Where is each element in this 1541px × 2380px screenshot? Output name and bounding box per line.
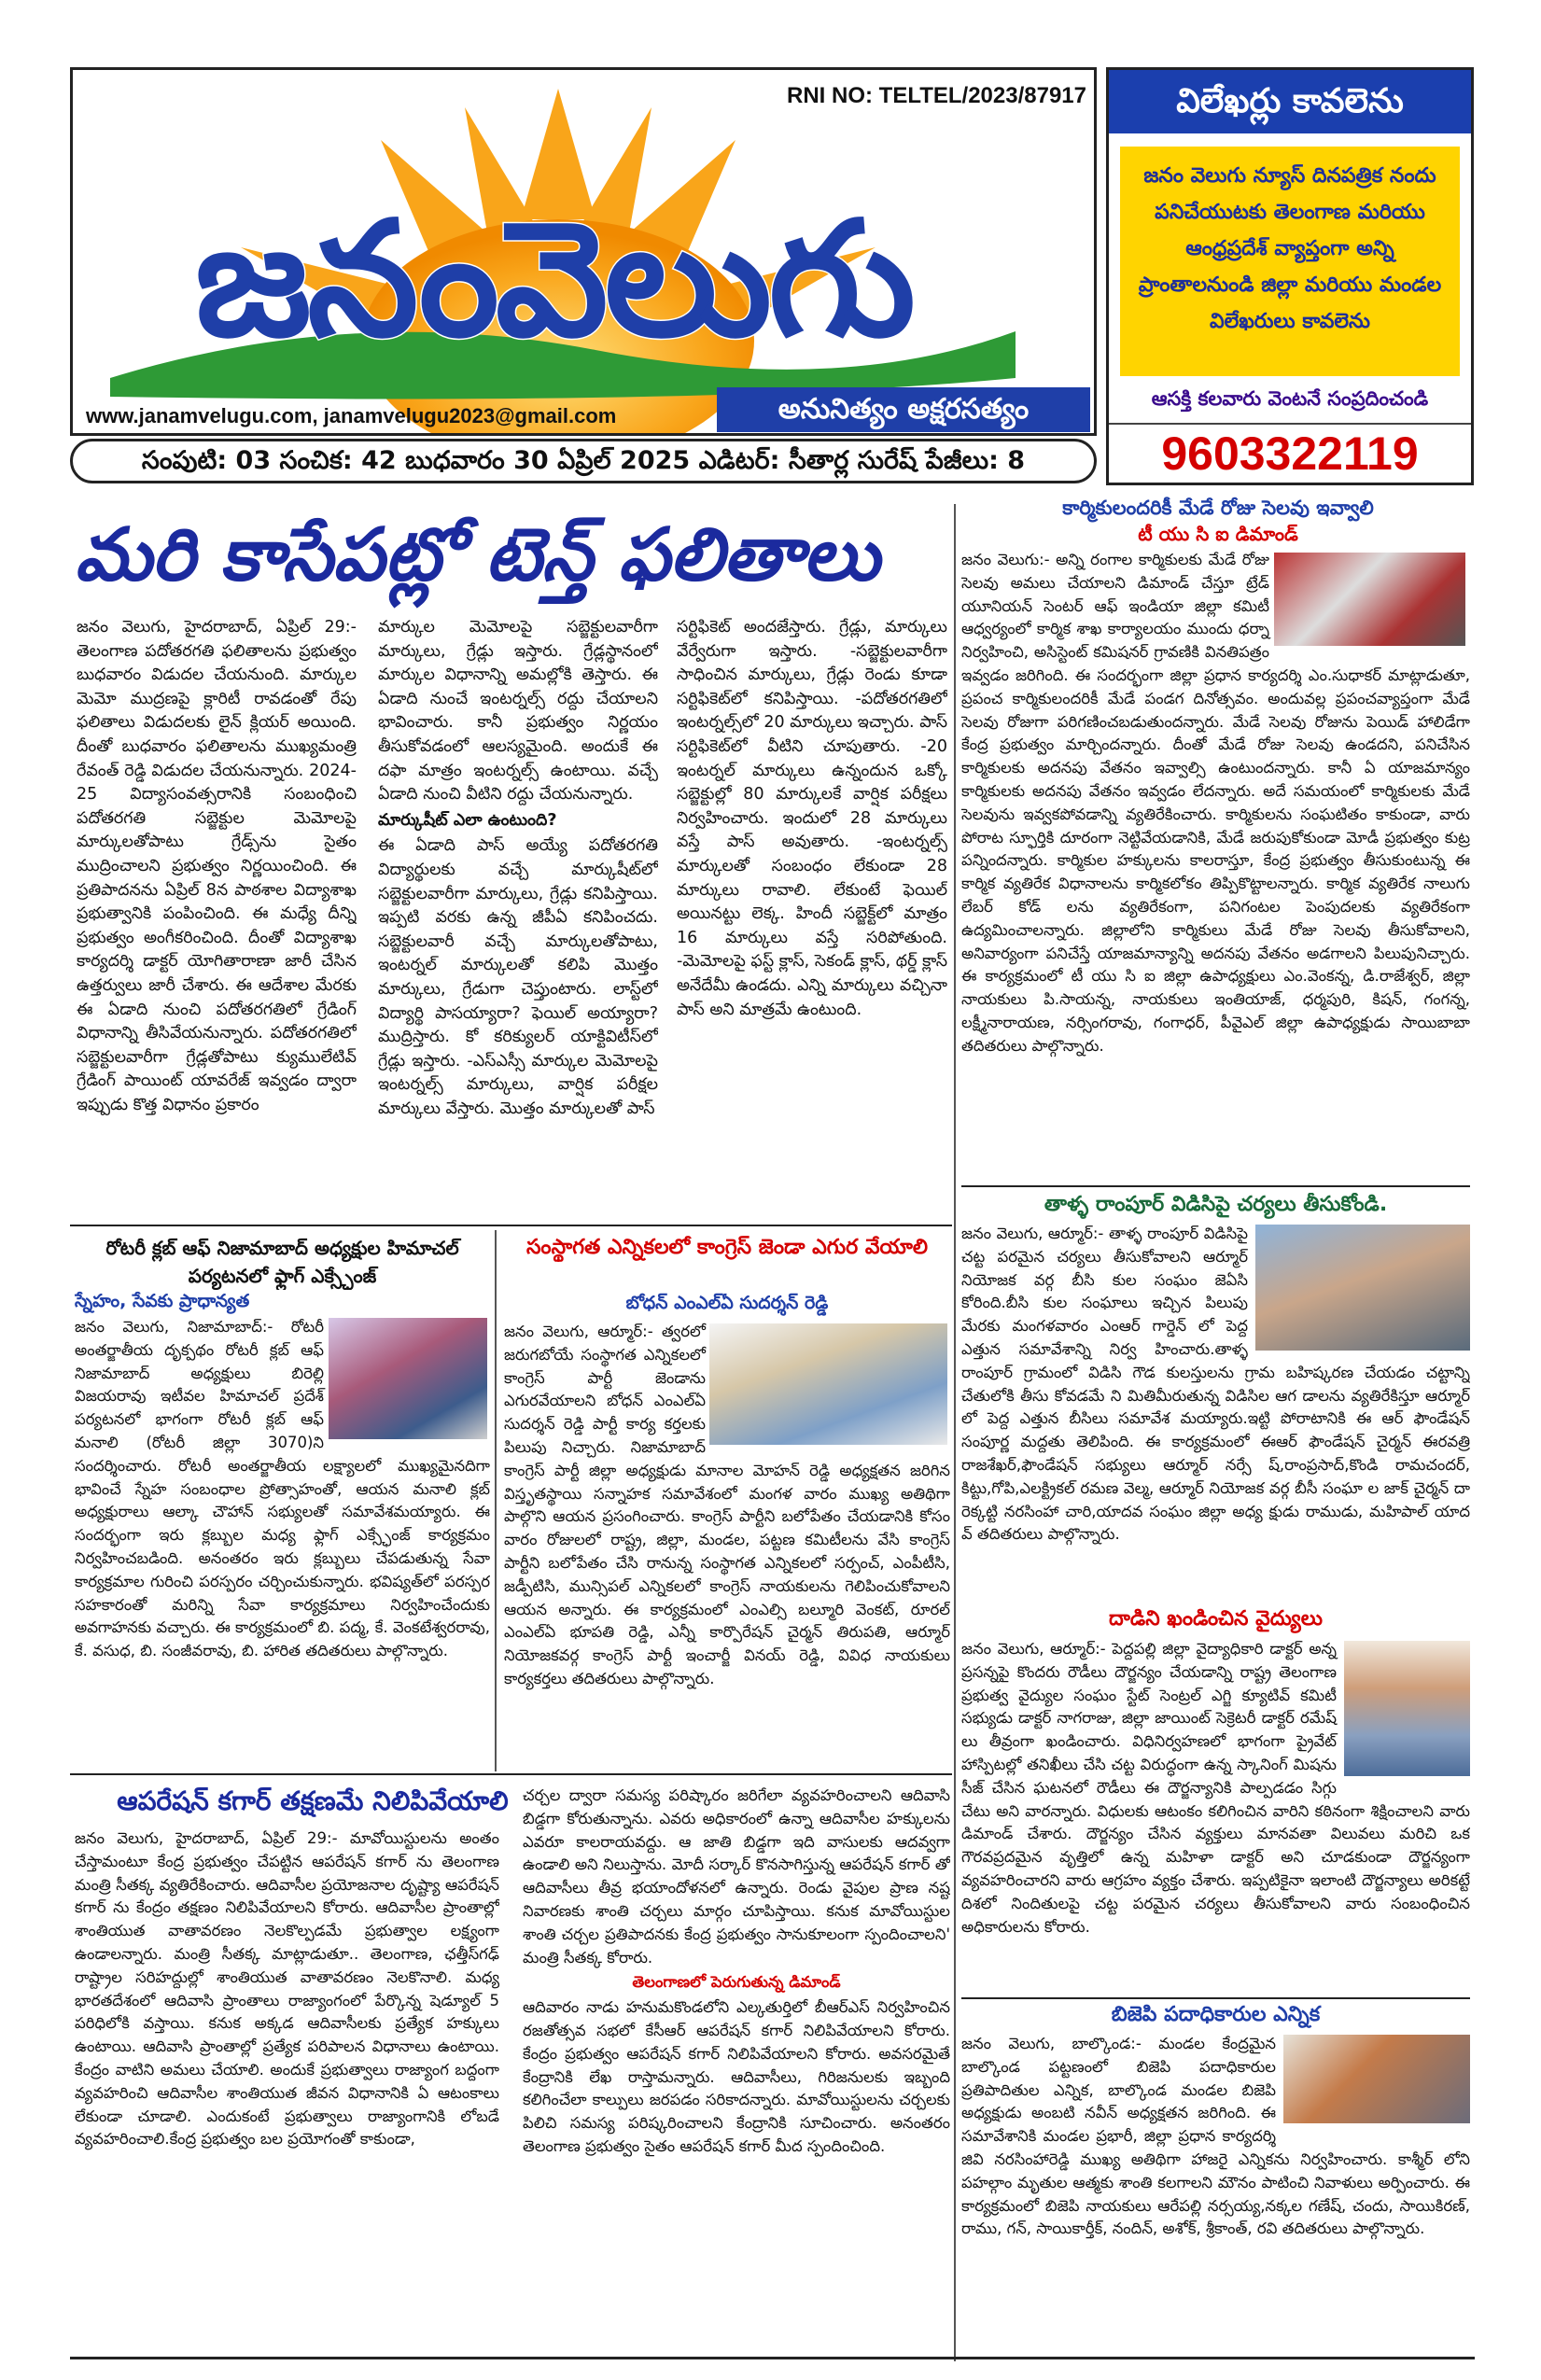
masthead-title: జనంవెలుగు [195,188,912,372]
mayday-photo-space [1269,549,1470,650]
divider [70,1225,952,1226]
mayday-headline: కార్మికులందరికీ మేడే రోజు సెలవు ఇవ్వాలి [1062,497,1374,519]
main-headline: మరి కాసేపట్లో టెన్త్ ఫలితాలు [75,513,880,597]
kagar-headline: ఆపరేషన్ కగార్ తక్షణమే నిలిపివేయాలి [117,1785,509,1816]
congress-photo-space [706,1321,950,1449]
tallarampur-body: జనం వెలుగు, ఆర్మూర్:- తాళ్ళ రాంపూర్ విడిసిపై చట్ట పరమైన చర్యలు తీసుకోవాలని ఆర్మూర్ నియోజక వర్గ బీసి కుల సంఘం జెఏసి కోరింది.బీసి కుల సంఘాలు ఇచ్చిన పిలుపు మేరకు మంగళవారం ఎంఆర్ గార్డెన్ లో పెద్ద ఎత్తున సమావేశాన్ని నిర్వ హించారు.తాళ్ళ రాంపూర్ గ్రామంలో విడిసి గౌడ కులస్తులను గ్రామ బహిష్కరణ చేయడం చట్టాన్ని చేతులోకి తీసు కోవడమే ని మితిమీరుతున్న విడిసిల ఆగ డాలను వ్యతిరేకిస్తూ ఆర్మూర్ లో పెద్ద ఎత్తున బీసిలు సమావేశ మయ్యారు.ఇట్టి పోరాటానికి ఈ ఆర్ ఫౌండేషన్ సంపూర్ణ మద్దతు తెలిపింది. ఈ కార్యక్రమంలో ఈఆర్ ఫౌండేషన్ చైర్మన్ ఈరవత్రి రాజశేఖర్,ఫౌండేషన్ సభ్యులు ఆర్మూర్ నర్సే ష్,రాంప్రసాద్,కొండి రామచందర్, కిట్టు,గోపి,ఎలక్ట్రికల్ రమణ వెల్మ, ఆర్మూర్ నియోజక వర్గ బీసీ సంఘా ల జాక్ చైర్మన్ దా రెక్కట్టి నరసింహా చారి,యాదవ సంఘం జిల్లా అధ్య క్షుడు రాముడు, మహిపాల్ యాద వ్ తదితరులు పాల్గొన్నారు. [961,1225,1470,1544]
rotary-subhead: స్నేహం, సేవకు ప్రాధాన్యత [75,1291,250,1311]
kagar-col2: చర్చల ద్వారా సమస్య పరిష్కారం జరిగేలా వ్యవహరించాలని ఆదివాసి బిడ్డగా కోరుతున్నాను. ఎవరు అధికారంలో ఉన్నా ఆదివాసీల హక్కులను ఎవరూ కాలరాయవద్దు. ఆ జాతి బిడ్డగా ఇది వాసులకు ఆదవ్వగా ఉండాలి అని నిలుస్తాను. మోదీ సర్కార్ కొనసాగిస్తున్న ఆపరేషన్ కగార్ తో ఆదివాసీలు తీవ్ర భయాందోళనలో ఉన్నారు. రెండు వైపుల ప్రాణ నష్ట నివారణకు శాంతి చర్చలు మార్గం చూపిస్తాయి. కనుక మావోయిస్టుల శాంతి చర్చల ప్రతిపాదనకు కేంద్ర ప్రభుత్వం సానుకూలంగా స్పందించాలని' మంత్రి సీతక్క కోరారు. తెలంగాణలో పెరుగుతున్న డిమాండ్ ఆదివారం నాడు హనుమకొండలోని ఎల్కతుర్తిలో బీఆర్ఎస్ నిర్వహించిన రజతోత్సవ సభలో కేసీఆర్ ఆపరేషన్ కగార్ నిలిపివేయాలని కోరారు. కేంద్రం ప్రభుత్వం ఆపరేషన్ కగార్ నిలిపివేయాలని కోరారు. అవసరమైతే కేంద్రానికి లేఖ రాస్తామన్నారు. ఆదివాసీలు, గిరిజనులకు ఇబ్బంది కలిగించేలా కాల్పులు జరపడం సరికాదన్నారు. మావోయిస్టులను చర్చలకు పిలిచి సమస్య పరిష్కరించాలని కేంద్రానికి సూచించారు. అనంతరం తెలంగాణ ప్రభుత్వం సైతం ఆపరేషన్ కగార్ మీద స్పందించింది. [523,1786,950,2155]
divider [961,1185,1470,1187]
bjp-photo-space [1276,2033,1470,2126]
masthead-tagline: అనునిత్యం అక్షరసత్యం [717,387,1090,432]
rotary-headline: రోటరీ క్లబ్ ఆఫ్ నిజామాబాద్ అధ్యక్షుల హిమాచల్ పర్యటనలో ఫ్లాగ్ ఎక్స్ఛేంజ్ [105,1237,459,1287]
mayday-body: జనం వెలుగు:- అన్ని రంగాల కార్మికులకు మేడే రోజు సెలవు అమలు చేయాలని డిమాండ్ చేస్తూ ట్రేడ్ యూనియన్ సెంటర్ ఆఫ్ ఇండియా జిల్లా కమిటీ ఆధ్వర్యంలో కార్మిక శాఖ కార్యాలయం ముందు ధర్నా నిర్వహించి, అసిస్టెంట్ కమిషనర్ గ్రావణికి వినతిపత్రం ఇవ్వడం జరిగింది. ఈ సందర్భంగా జిల్లా ప్రధాన కార్యదర్శి ఎం.సుధాకర్ మాట్లాడుతూ, ప్రపంచ కార్మికులందరికీ మేడే పండగ దినోత్సవం. అందువల్ల ప్రపంచవ్యాప్తంగా మేడే సెలవు రోజుగా పరిగణించబడుతుందన్నారు. మేడే సెలవు రోజును పెయిడ్ హాలిడేగా కేంద్ర ప్రభుత్వం మార్చిందన్నారు. దీంతో మేడే రోజు సెలవు ఉండదని, పనిచేసిన కార్మికులకు అదనపు వేతనం ఇవ్వాల్సి ఉంటుందన్నారు. కానీ ఏ యాజమాన్యం కార్మికులకు అదనపు వేతనం ఇవ్వడం లేదన్నారు. అదే సమయంలో కార్మికులకు మేడే సెలవును ఇవ్వకపోవడాన్ని వ్యతిరేకించారు. కార్మికులను సంఘటితం కాకుండా, వారు పోరాట స్ఫూర్తికి దూరంగా నెట్టివేయడానికి, మేడే జరుపుకోకుండా మోడీ ప్రభుత్వం కుట్ర పన్నిందన్నారు. కార్మికుల హక్కులను కాలరాస్తూ, కేంద్ర ప్రభుత్వం తీసుకుంటున్న ఈ కార్మిక వ్యతిరేక విధానాలను కార్మికలోకం తిప్పికొట్టాలన్నారు. కార్మిక వ్యతిరేక నాలుగు లేబర్ కోడ్ లను వ్యతిరేకంగా, పనిగంటల పెంపుదలకు వ్యతిరేకంగా ఉద్యమించాలన్నారు. జిల్లాలోని కార్మికులు మేడే రోజు సెలవు తీసుకోవాలని, అనివార్యంగా పనిచేస్తే యాజమాన్యాన్ని అదనపు వేతనం అడగాలని పిలుపునిచ్చారు. ఈ కార్యక్రమంలో టీ యు సి ఐ జిల్లా ఉపాధ్యక్షులు ఎం.వెంకన్న, డి.రాజేశ్వర్, జిల్లా నాయకులు పి.సాయన్న, నాయకులు ఇంతియాజ్, ధర్మపురి, కిషన్, గంగన్న, లక్ష్మీనారాయణ, నర్సింగరావు, గంగాధర్, పీవైఎల్ జిల్లా ఉపాధ్యక్షుడు సాయిబాబా తదితరులు పాల్గొన్నారు. [961,551,1470,1055]
doctors-body: జనం వెలుగు, ఆర్మూర్:- పెద్దపల్లి జిల్లా వైద్యాధికారి డాక్టర్ అన్న ప్రసన్నపై కొందరు రౌడీలు దౌర్జన్యం చేయడాన్ని రాష్ట్ర తెలంగాణ ప్రభుత్వ వైద్యుల సంఘం స్టేట్ సెంట్రల్ ఎగ్జి క్యూటివ్ కమిటీ సభ్యుడు డాక్టర్ నాగరాజు, జిల్లా జాయింట్ సెక్రెటరీ డాక్టర్ రమేష్ లు తీవ్రంగా ఖండించారు. విధినిర్వహణలో భాగంగా ప్రైవేట్ హాస్పిటల్లో తనిఖీలు చేసి చట్ట విరుద్ధంగా ఉన్న స్కానింగ్ మిషను సీజ్ చేసిన ఘటనలో రౌడీలు ఈ దౌర్జన్యానికి పాల్పడడం సిగ్గు చేటు అని వారన్నారు. విధులకు ఆటంకం కలిగించిన వారిని కఠినంగా శిక్షించాలని వారు డిమాండ్ చేశారు. దౌర్జన్యం చేసిన వ్యక్తులు మానవతా విలువలు మరిచి ఒక గౌరవప్రదమైన వృత్తిలో ఉన్న మహిళా డాక్టర్ అని చూడకుండా దౌర్జన్యంగా వ్యవహరించారని వారు ఆగ్రహం వ్యక్తం చేశారు. ఇప్పటికైనా ఇలాంటి దౌర్జన్యాలు అరికట్టే దిశలో నిందితులపై చట్ట పరమైన చర్యలు తీసుకోవాలని వారు సంబంధించిన అధికారులను కోరారు. [961,1640,1470,1936]
divider [70,1773,952,1775]
main-story-col1: జనం వెలుగు, హైదరాబాద్, ఏప్రిల్ 29:- తెలంగాణ పదోతరగతి ఫలితాలను ప్రభుత్వం బుధవారం విడుదల చేయనుంది. మార్కుల మెమో ముద్రణపై క్లారిటీ రావడంతో రేపు ఫలితాలు విడుదలకు లైన్ క్లియర్ అయింది. దీంతో బుధవారం ఫలితాలను ముఖ్యమంత్రి రేవంత్ రెడ్డి విడుదల చేయనున్నారు. 2024-25 విద్యాసంవత్సరానికి సంబంధించి పదోతరగతి సబ్జెక్టుల మెమోలపై మార్కులతోపాటు గ్రేడ్స్‌ను సైతం ముద్రించాలని ప్రభుత్వం నిర్ణయించింది. ఈ ప్రతిపాదనను ఏప్రిల్ 8న పాఠశాల విద్యాశాఖ ప్రభుత్వానికి పంపించింది. ఈ మధ్యే దీన్ని ప్రభుత్వం అంగీకరించింది. దీంతో విద్యాశాఖ కార్యదర్శి డాక్టర్ యోగితారాణా జారీ చేసిన ఉత్తర్వులు జారీ చేశారు. ఈ ఆదేశాల మేరకు ఈ ఏడాది నుంచి పదోతరగతిలో గ్రేడింగ్ విధానాన్ని తీసివేయనున్నారు. పదోతరగతిలో సబ్జెక్టులవారీగా గ్రేడ్లతోపాటు క్యుములేటివ్ గ్రేడింగ్ పాయింట్ యావరేజ్ ఇవ్వడం ద్వారా ఇప్పుడు కొత్త విధానం ప్రకారం [77,618,357,1114]
divider [961,1997,1470,1999]
column-divider [954,504,956,2361]
congress-body: జనం వెలుగు, ఆర్మూర్:- త్వరలో జరుగబోయే సంస్థాగత ఎన్నికలలో కాంగ్రెస్ పార్టీ జెండాను ఎగురవేయాలని బోధన్ ఎంఎల్ఏ సుదర్శన్ రెడ్డి పార్టీ కార్య కర్తలకు పిలుపు నిచ్చారు. నిజామాబాద్ కాంగ్రెస్ పార్టీ జిల్లా అధ్యక్షుడు మానాల మోహన్ రెడ్డి అధ్యక్షతన జరిగిన విస్తృతస్థాయి సన్నాహక సమావేశంలో మంగళ వారం ముఖ్య అతిథిగా పాల్గొని ఆయన ప్రసంగించారు. కాంగ్రెస్ పార్టీని బలోపేతం చేయడానికి కోసం వారం రోజులలో రాష్ట్ర, జిల్లా, మండల, పట్టణ కమిటీలను వేసి కాంగ్రెస్ పార్టీని బలోపేతం చేసి రానున్న సంస్థాగత ఎన్నికలలో సర్పంచ్, ఎంపీటీసి, జడ్పీటిసి, మున్సిపల్ ఎన్నికలలో కాంగ్రెస్ నాయకులను గెలిపించుకోవాలని ఆయన అన్నారు. ఈ కార్యక్రమంలో ఎంఎల్సి బల్మూరి వెంకట్, రూరల్ ఎంఎల్ఏ భూపతి రెడ్డి, ఎన్నీ కార్పొరేషన్ చైర్మన్ తిరుపతి, ఆర్మూర్ నియోజకవర్గ కాంగ్రెస్ పార్టీ ఇంచార్జీ వినయ్ రెడ్డి, వివిధ నాయకులు కార్యకర్తలు తదితరులు పాల్గొన్నారు. [504,1323,950,1687]
ad-call-text: ఆసక్తి కలవారు వెంటనే సంప్రదించండి [1109,387,1471,425]
mayday-subhead: టీ యు సి ఐ డిమాండ్ [1138,523,1298,545]
congress-subhead: బోధన్ ఎంఎల్ఏ సుదర్శన్ రెడ్డి [625,1293,829,1313]
ad-phone[interactable]: 9603322119 [1161,427,1419,480]
issue-line: సంపుటి: 03 సంచిక: 42 బుధవారం 30 ఏప్రిల్ 2025 ఎడిటర్: సీతార్ల సురేష్ పేజీలు: 8 [70,439,1097,483]
masthead [70,67,1097,436]
column-divider [495,1230,497,1771]
main-story-col3: సర్టిఫికెట్ అందజేస్తారు. గ్రేడ్లు, మార్కులు వేర్వేరుగా ఇస్తారు. -సబ్జెక్టులవారీగా సాధించిన మార్కులు, గ్రేడ్లు రెండు కూడా సర్టిఫికెట్‌లో కనిపిస్తాయి. -పదోతరగతిలో ఇంటర్నల్స్‌లో 20 మార్కులు ఇచ్చారు. పాస్ సర్టిఫికెట్‌లో వీటిని చూపుతారు. -20 ఇంటర్నల్ మార్కులు ఉన్నందున ఒక్కో సబ్జెక్టుల్లో 80 మార్కులకే వార్షిక పరీక్షలు నిర్వహించారు. ఇందులో 28 మార్కులు వస్తే పాస్ అవుతారు. -ఇంటర్నల్స్ మార్కులతో సంబంధం లేకుండా 28 మార్కులు రావాలి. లేకుంటే ఫెయిల్ అయినట్టు లెక్క. హిందీ సబ్జెక్ట్‌లో మాత్రం 16 మార్కులు వస్తే సరిపోతుంది. -మెమోలపై ఫస్ట్ క్లాస్, సెకండ్ క్లాస్, థర్డ్ క్లాస్ అనేదేమీ ఉండదు. ఎన్ని మార్కులు వచ్చినా పాస్ అని మాత్రమే ఉంటుంది. [677,618,947,1019]
bjp-body: జనం వెలుగు, బాల్కొండ:- మండల కేంద్రమైన బాల్కొండ పట్టణంలో బిజెపి పదాధికారుల ప్రతిపాదితుల ఎన్నిక, బాల్కొండ మండల బిజెపి అధ్యక్షుడు అంబటి నవీన్ అధ్యక్షతన జరిగింది. ఈ సమావేశానికి మండల ప్రభారీ, జిల్లా ప్రధాన కార్యదర్శి జివి నరసింహారెడ్డి ముఖ్య అతిథిగా హాజరై ఎన్నికను నిర్వహించారు. కాశ్మీర్ లోని పహల్గాం మృతుల ఆత్మకు శాంతి కలగాలని మౌనం పాటించి నివాళులు అర్పించారు. ఈ కార్యక్రమంలో బిజెపి నాయకులు ఆరేపల్లి నర్సయ్య,నక్కల గణేష్, చందు, సాయికిరణ్, రాము, గన్, సాయికార్తీక్, నందిన్, అశోక్, శ్రీకాంత్, రవి తదితరులు పాల్గొన్నారు. [961,2035,1470,2238]
ad-heading: విలేఖర్లు కావలెను [1109,70,1471,133]
bjp-headline: బిజెపి పదాధికారుల ఎన్నిక [1111,2003,1321,2026]
kagar-subhead: తెలంగాణలో పెరుగుతున్న డిమాండ్ [632,1973,841,1992]
rotary-photo-space [324,1316,490,1443]
reporters-wanted-ad [1106,67,1474,485]
doctor-photo-space [1337,1638,1470,1778]
masthead-contact: www.janamvelugu.com, janamvelugu2023@gmail.com [86,404,617,427]
rni-number: RNI NO: TELTEL/2023/87917 [787,83,1086,108]
congress-headline: సంస్థాగత ఎన్నికలలో కాంగ్రెస్ జెండా ఎగుర వేయాలి [525,1236,928,1259]
ad-body: జనం వెలుగు న్యూస్ దినపత్రిక నందు పనిచేయుటకు తెలంగాణ మరియు ఆంధ్రప్రదేశ్ వ్యాప్తంగా అన్ని ప్రాంతాలనుండి జిల్లా మరియు మండల విలేఖరులు కావలెను [1120,147,1460,376]
tallarampur-photo-space [1248,1223,1470,1353]
page-bottom-rule [70,2357,1475,2359]
tallarampur-headline: తాళ్ళ రాంపూర్ విడిసిపై చర్యలు తీసుకోండి. [1044,1193,1388,1216]
main-story-col2: మార్కుల మెమోలపై సబ్జెక్టులవారీగా మార్కులు, గ్రేడ్లు ఇస్తారు. గ్రేడ్లస్థానంలో మార్కుల విధానాన్ని అమల్లోకి తెస్తారు. ఈ ఏడాది నుంచే ఇంటర్నల్స్ రద్దు చేయాలని భావించారు. కానీ ప్రభుత్వం నిర్ణయం తీసుకోవడంలో ఆలస్యమైంది. అందుకే ఈ దఫా మాత్రం ఇంటర్నల్స్ ఉంటాయి. వచ్చే ఏడాది నుంచి వీటిని రద్దు చేయనున్నారు. మార్కుషీట్ ఎలా ఉంటుంది? ఈ ఏడాది పాస్ అయ్యే పదోతరగతి విద్యార్థులకు వచ్చే మార్కుషీట్‌లో సబ్జెక్టులవారీగా మార్కులు, గ్రేడ్లు కనిపిస్తాయి. ఇప్పటి వరకు ఉన్న జీపీఏ కనిపించదు. సబ్జెక్టులవారీ వచ్చే మార్కులతోపాటు, ఇంటర్నల్ మార్కులతో కలిపి మొత్తం మార్కులు, గ్రేడుగా చెప్తుంటారు. లాస్ట్‌లో విద్యార్థి పాసయ్యారా? ఫెయిల్ అయ్యారా? ముద్రిస్తారు. కో కరిక్యులర్ యాక్టివిటీస్‌లో గ్రేడ్లు ఇస్తారు. -ఎస్ఎస్సీ మార్కుల మెమోలపై ఇంటర్నల్స్ మార్కులు, వార్షిక పరీక్షల మార్కులు వేస్తారు. మొత్తం మార్కులతో పాస్ [378,618,658,1118]
rotary-body: జనం వెలుగు, నిజామాబాద్:- రోటరీ అంతర్జాతీయ దృక్పథం రోటరీ క్లబ్ ఆఫ్ నిజామాబాద్ అధ్యక్షులు బిరెల్లి విజయరావు ఇటీవల హిమాచల్ ప్రదేశ్ పర్యటనలో భాగంగా రోటరీ క్లబ్ ఆఫ్ మనాలి (రోటరీ జిల్లా 3070)ని సందర్శించారు. రోటరీ అంతర్జాతీయ లక్ష్యాలలో ముఖ్యమైనదిగా భావించే స్నేహ సంబంధాల ప్రోత్సాహంతో, ఆయన మనాలి క్లబ్ అధ్యక్షురాలు ఆల్కా చౌహాన్ సభ్యులతో సమావేశమయ్యారు. ఈ సందర్భంగా ఇరు క్లబ్బుల మధ్య ఫ్లాగ్ ఎక్స్ఛేంజ్ కార్యక్రమం నిర్వహించబడింది. అనంతరం ఇరు క్లబ్బులు చేపడుతున్న సేవా కార్యక్రమాల గురించి పరస్పరం చర్చించుకున్నారు. భవిష్యత్‌లో పరస్పర సహకారంతో మరిన్ని సేవా కార్యక్రమాలు నిర్వహించేందుకు అవగాహనకు వచ్చారు. ఈ కార్యక్రమంలో బి. పద్మ, కే. వెంకటేశ్వరరావు, కే. వసుధ, బి. సంజీవరావు, బి. హారిత తదితరులు పాల్గొన్నారు. [75,1318,490,1660]
kagar-col1: జనం వెలుగు, హైదరాబాద్, ఏప్రిల్ 29:- మావోయిస్టులను అంతం చేస్తామంటూ కేంద్ర ప్రభుత్వం చేపట్టిన ఆపరేషన్ కగార్ ను తెలంగాణ మంత్రి సీతక్క వ్యతిరేకించారు. ఆదివాసీల ప్రయోజనాల దృష్ట్యా ఆపరేషన్ కగార్ ను కేంద్రం తక్షణం నిలిపివేయాలని కోరారు. ఆదివాసీల ప్రాంతాల్లో శాంతియుత వాతావరణం నెలకొల్పడమే ప్రభుత్వాల లక్ష్యంగా ఉండాలన్నారు. మంత్రి సీతక్క మాట్లాడుతూ.. తెలంగాణ, ఛత్తీస్‌గఢ్ రాష్ట్రాల సరిహద్దుల్లో శాంతియుత వాతావరణం నెలకొనాలి. మధ్య భారతదేశంలో ఆదివాసి ప్రాంతాలు రాజ్యాంగంలో పేర్కొన్న షెడ్యూల్ 5 పరిధిలోకి వస్తాయి. కనుక అక్కడ ఆదివాసీలకు ప్రత్యేక హక్కులు ఉంటాయి. ఆదివాసి ప్రాంతాల్లో ప్రత్యేక పరిపాలన విధానాలు ఉంటాయి. కేంద్రం వాటిని అమలు చేయాలి. అందుకే ప్రభుత్వాలు రాజ్యాంగ బద్దంగా వ్యవహరించి ఆదివాసీల శాంతియుత జీవన విధానానికి ఏ ఆటంకాలు లేకుండా చూడాలి. ఎందుకంటే ప్రభుత్వాలు రాజ్యాంగానికి లోబడే వ్యవహరించాలి.కేంద్ర ప్రభుత్వం బల ప్రయోగంతో కాకుండా, [75,1829,499,2149]
main-story-subhead: మార్కుషీట్ ఎలా ఉంటుంది? [378,810,557,830]
doctors-headline: దాడిని ఖండించిన వైద్యులు [1109,1607,1323,1631]
